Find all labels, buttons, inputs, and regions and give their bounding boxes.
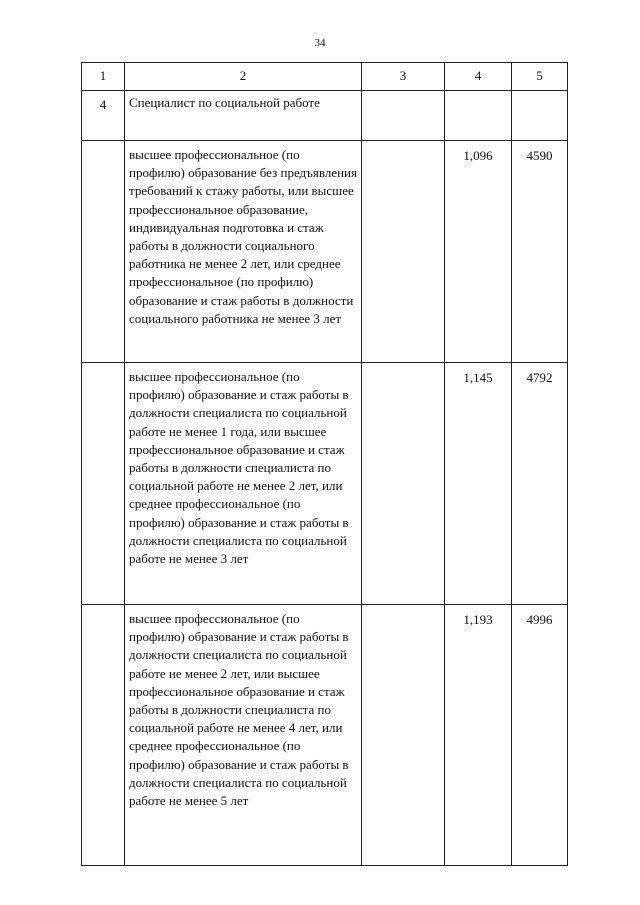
- qualification-text: высшее профессиональное (по профилю) образование без предъявления требований к стажу работы, или высшее профессиональное образование, индивидуальная подготовка и стаж работы в должности социального работника не менее 2 лет, или среднее профессиональное (по профилю) образование и стаж работы в должности социального работника не менее 3 лет: [125, 141, 362, 363]
- empty-cell: [82, 363, 125, 605]
- coefficient-value: 1,096: [445, 141, 512, 363]
- empty-cell: [512, 91, 568, 141]
- empty-cell: [82, 605, 125, 866]
- qualification-text: высшее профессиональное (по профилю) образование и стаж работы в должности специалиста по социальной работе не менее 2 лет, или высшее профессиональное образование и стаж работы в должности специалиста по социальной работе не менее 4 лет, или среднее профессиональное (по профилю) образование и стаж работы в должности специалиста по социальной работе не менее 5 лет: [125, 605, 362, 866]
- salary-table: [81, 62, 568, 866]
- section-title: Специалист по социальной работе: [125, 91, 362, 141]
- header-cell-2: 2: [125, 63, 362, 91]
- table-header-row: [82, 63, 568, 91]
- coefficient-value: 1,193: [445, 605, 512, 866]
- table-row: [82, 605, 568, 866]
- header-cell-1: 1: [82, 63, 125, 91]
- table-row: [82, 363, 568, 605]
- empty-cell: [445, 91, 512, 141]
- amount-value: 4996: [512, 605, 568, 866]
- empty-cell: [362, 363, 445, 605]
- amount-value: 4792: [512, 363, 568, 605]
- empty-cell: [362, 605, 445, 866]
- header-cell-3: 3: [362, 63, 445, 91]
- qualification-text: высшее профессиональное (по профилю) образование и стаж работы в должности специалиста по социальной работе не менее 1 года, или высшее профессиональное образование и стаж работы в должности специалиста по социальной работе не менее 2 лет, или среднее профессиональное (по профилю) образование и стаж работы в должности специалиста по социальной работе не менее 3 лет: [125, 363, 362, 605]
- section-row: [82, 91, 568, 141]
- header-cell-5: 5: [512, 63, 568, 91]
- amount-value: 4590: [512, 141, 568, 363]
- empty-cell: [362, 141, 445, 363]
- header-cell-4: 4: [445, 63, 512, 91]
- table-row: [82, 141, 568, 363]
- empty-cell: [362, 91, 445, 141]
- section-number: 4: [82, 91, 125, 141]
- coefficient-value: 1,145: [445, 363, 512, 605]
- empty-cell: [82, 141, 125, 363]
- page-number: 34: [314, 37, 326, 49]
